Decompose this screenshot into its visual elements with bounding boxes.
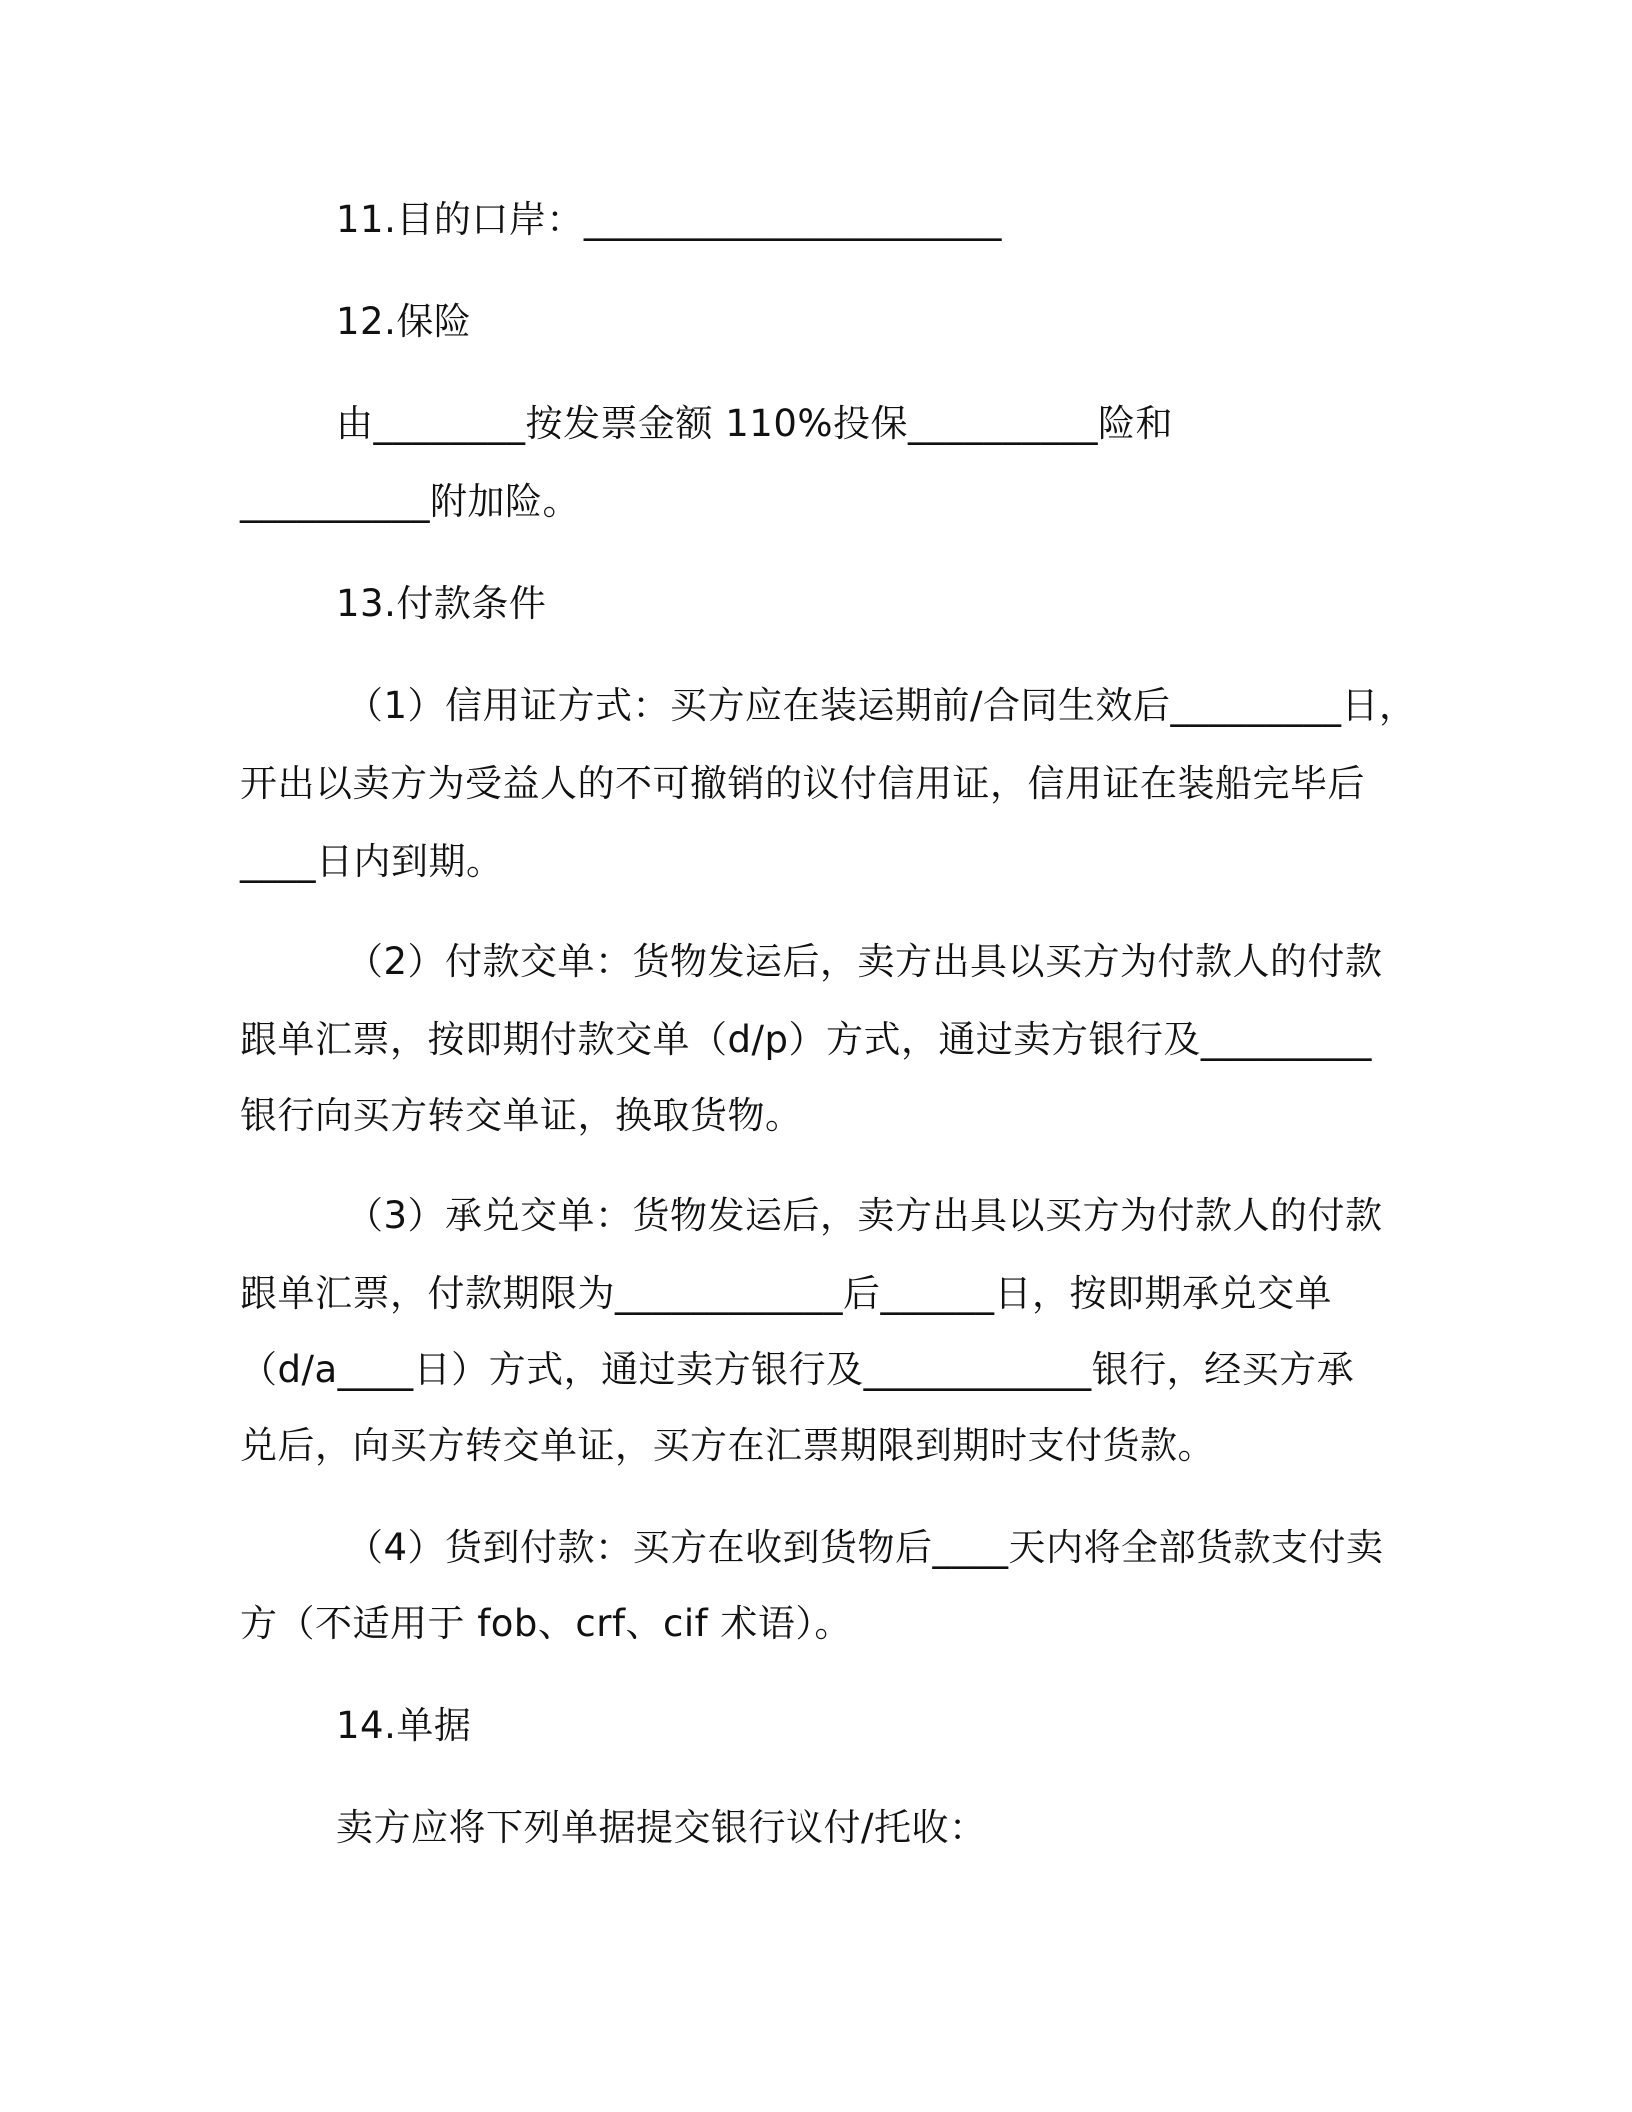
payment-dp-line-3: 银行向买方转交单证，换取货物。 bbox=[240, 1094, 803, 1137]
insurance-line-1: 由________按发票金额 110%投保__________险和 bbox=[336, 402, 1174, 445]
payment-cod-line-1: （4）货到付款：买方在收到货物后____天内将全部货款支付卖 bbox=[346, 1526, 1384, 1569]
payment-lc-line-2: 开出以卖方为受益人的不可撤销的议付信用证，信用证在装船完毕后 bbox=[240, 762, 1365, 805]
payment-da-line-2: 跟单汇票，付款期限为____________后______日，按即期承兑交单 bbox=[240, 1272, 1332, 1315]
payment-da-line-1: （3）承兑交单：货物发运后，卖方出具以买方为付款人的付款 bbox=[346, 1194, 1383, 1237]
clause-11-destination-port: 11.目的口岸：______________________ bbox=[336, 198, 1002, 241]
documents-intro: 卖方应将下列单据提交银行议付/托收： bbox=[336, 1806, 987, 1849]
payment-da-line-3: （d/a____日）方式，通过卖方银行及____________银行，经买方承 bbox=[240, 1348, 1355, 1391]
payment-dp-line-2: 跟单汇票，按即期付款交单（d/p）方式，通过卖方银行及_________ bbox=[240, 1018, 1372, 1061]
payment-dp-line-1: （2）付款交单：货物发运后，卖方出具以买方为付款人的付款 bbox=[346, 940, 1383, 983]
payment-lc-line-1: （1）信用证方式：买方应在装运期前/合同生效后_________日， bbox=[346, 684, 1417, 727]
clause-13-heading: 13.付款条件 bbox=[336, 582, 547, 625]
payment-cod-line-2: 方（不适用于 fob、crf、cif 术语）。 bbox=[240, 1602, 852, 1645]
clause-14-heading: 14.单据 bbox=[336, 1704, 472, 1747]
payment-da-line-4: 兑后，向买方转交单证，买方在汇票期限到期时支付货款。 bbox=[240, 1424, 1215, 1467]
payment-lc-line-3: ____日内到期。 bbox=[240, 840, 504, 883]
clause-12-heading: 12.保险 bbox=[336, 300, 472, 343]
insurance-line-2: __________附加险。 bbox=[240, 480, 580, 523]
